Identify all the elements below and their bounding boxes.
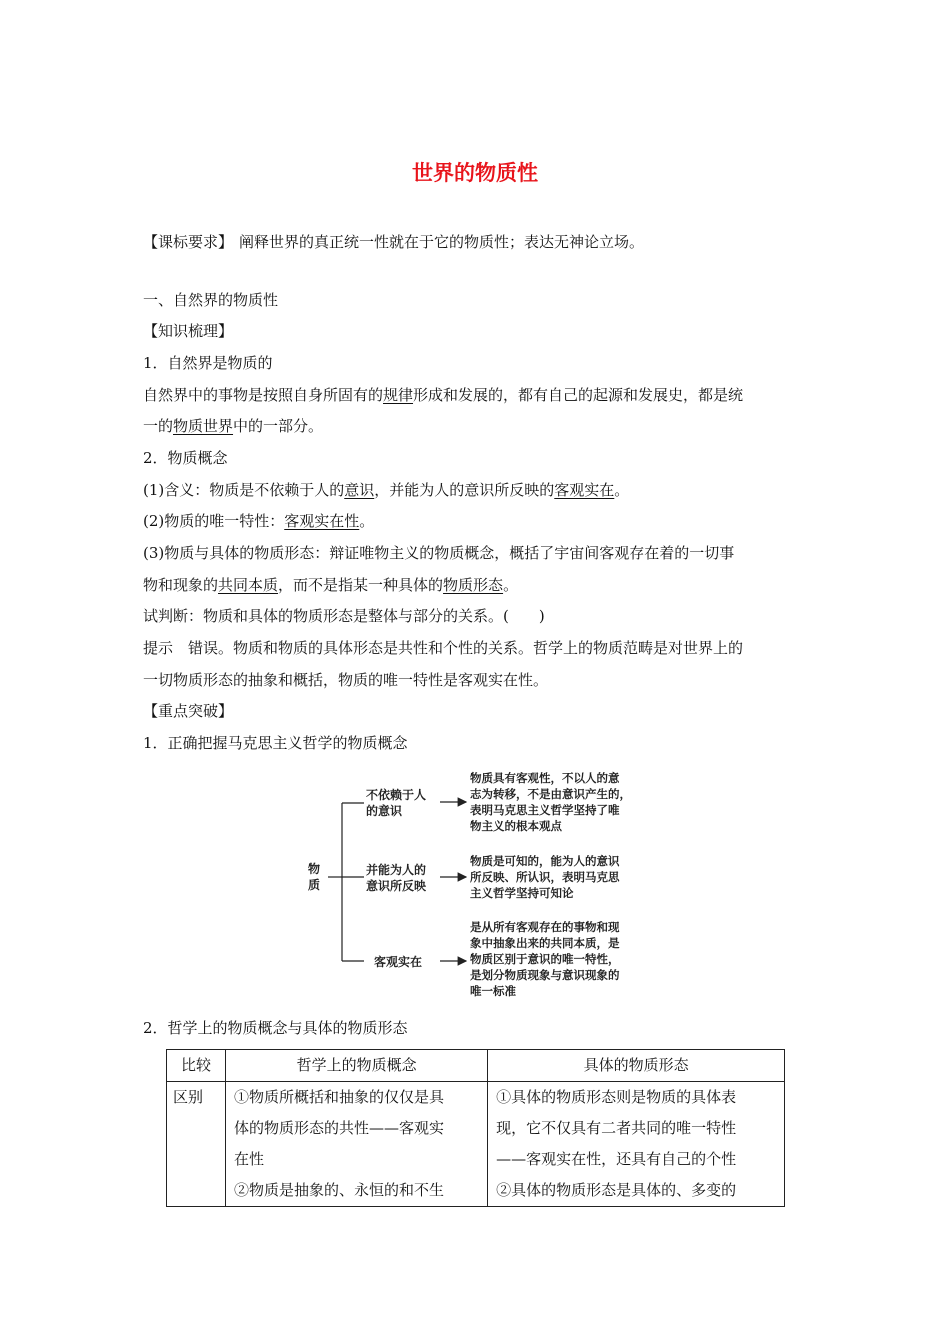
text: 不依赖于人: [366, 788, 427, 802]
hint-line1: 提示 错误。物质和物质的具体形态是共性和个性的关系。哲学上的物质范畴是对世界上的: [143, 639, 744, 657]
point1: [143, 480, 629, 500]
knowledge-tag: 【知识梳理】: [143, 322, 234, 340]
text: 表明马克思主义哲学坚持了唯: [470, 803, 620, 817]
point2: [143, 511, 374, 531]
diagram-root: [308, 861, 320, 893]
text: (1)含义：物质是不依赖于人的: [143, 481, 345, 499]
underlined-answer: 意识: [344, 481, 375, 499]
cell-line: ①具体的物质形态则是物质的具体表: [496, 1088, 737, 1106]
key-tag: 【重点突破】: [143, 702, 234, 720]
text: 一的: [143, 417, 174, 435]
cell-line: 体的物质形态的共性——客观实: [234, 1119, 445, 1137]
table-header: 比较: [167, 1050, 226, 1082]
diagram-branch-1: [366, 787, 426, 819]
cell-line: 现，它不仅具有二者共同的唯一特性: [496, 1119, 737, 1137]
diagram-desc-1: [470, 770, 631, 834]
diagram-desc-3: [470, 919, 620, 999]
diagram-branch-3: 客观实在: [374, 955, 423, 969]
underlined-answer: 物质世界: [173, 417, 234, 435]
point3-line1: (3)物质与具体的物质形态：辩证唯物主义的物质概念，概括了宇宙间客观存在着的一切事: [143, 544, 735, 562]
cell-line: ①物质所概括和抽象的仅仅是具: [234, 1088, 445, 1106]
cell-line: ②物质是抽象的、永恒的和不生: [234, 1181, 445, 1199]
text: 物和现象的: [143, 576, 219, 594]
text: 物: [308, 862, 321, 876]
text: ，并能为人的意识所反映的: [374, 481, 555, 499]
cell-line: 在性: [234, 1150, 265, 1168]
text: 。: [503, 576, 519, 594]
hint-line2: 一切物质形态的抽象和概括，物质的唯一特性是客观实在性。: [143, 671, 549, 689]
text: 意识所反映: [366, 879, 427, 893]
text: 象中抽象出来的共同本质，是: [470, 936, 620, 950]
page-title: 世界的物质性: [412, 161, 538, 185]
table-header-row: [167, 1050, 785, 1082]
text: 志为转移，不是由意识产生的，: [470, 787, 631, 801]
text: 是划分物质现象与意识现象的: [470, 968, 620, 982]
cell-line: ——客观实在性，还具有自己的个性: [496, 1150, 737, 1168]
requirement-line: [143, 232, 644, 252]
section-heading: 一、自然界的物质性: [143, 291, 279, 309]
underlined-answer: 规律: [383, 386, 414, 404]
text: 自然界中的事物是按照自身所固有的: [143, 386, 384, 404]
concept-diagram: [300, 765, 660, 1005]
table-row: [167, 1082, 785, 1207]
key-point2: 2．哲学上的物质概念与具体的物质形态: [143, 1019, 408, 1037]
text: 中的一部分。: [233, 417, 324, 435]
underlined-answer: 客观实在性: [284, 512, 360, 530]
diagram-branch-2: [366, 862, 426, 894]
table-header: 哲学上的物质概念: [226, 1050, 488, 1082]
item2-title: 2．物质概念: [143, 449, 228, 467]
text: 并能为人的: [366, 863, 427, 877]
text: 物质区别于意识的唯一特性，: [470, 952, 620, 966]
item1-line2: [143, 416, 323, 436]
table-cell-label: 区别: [167, 1082, 226, 1207]
comparison-table: [166, 1049, 785, 1207]
point3-line2: [143, 575, 518, 595]
text: 的意识: [366, 804, 403, 818]
key-point1: 1．正确把握马克思主义哲学的物质概念: [143, 734, 408, 752]
underlined-answer: 共同本质: [218, 576, 279, 594]
text: 。: [359, 512, 375, 530]
requirement-text: 阐释世界的真正统一性就在于它的物质性；表达无神论立场。: [239, 233, 645, 251]
item1-title: 1．自然界是物质的: [143, 354, 273, 372]
text: ，而不是指某一种具体的: [278, 576, 444, 594]
table-header: 具体的物质形态: [488, 1050, 785, 1082]
text: 所反映、所认识，表明马克思: [470, 870, 620, 884]
text: 是从所有客观存在的事物和现: [470, 920, 620, 934]
requirement-tag: 【课标要求】: [143, 233, 234, 251]
text: 唯一标准: [470, 984, 516, 998]
table-cell: [488, 1082, 785, 1207]
table-cell: [226, 1082, 488, 1207]
text: 。: [614, 481, 630, 499]
cell-line: ②具体的物质形态是具体的、多变的: [496, 1181, 737, 1199]
underlined-answer: 物质形态: [443, 576, 504, 594]
text: 主义哲学坚持可知论: [470, 886, 574, 900]
text: (2)物质的唯一特性：: [143, 512, 285, 530]
text: 质: [308, 878, 321, 892]
text: 物质具有客观性，不以人的意: [470, 771, 620, 785]
text: 物主义的根本观点: [470, 819, 562, 833]
diagram-desc-2: [470, 853, 620, 901]
text: 形成和发展的，都有自己的起源和发展史，都是统: [413, 386, 744, 404]
underlined-answer: 客观实在: [554, 481, 615, 499]
text: 物质是可知的，能为人的意识: [470, 854, 620, 868]
item1-line1: [143, 385, 743, 405]
judge-question: 试判断：物质和具体的物质形态是整体与部分的关系。( ): [143, 607, 545, 625]
